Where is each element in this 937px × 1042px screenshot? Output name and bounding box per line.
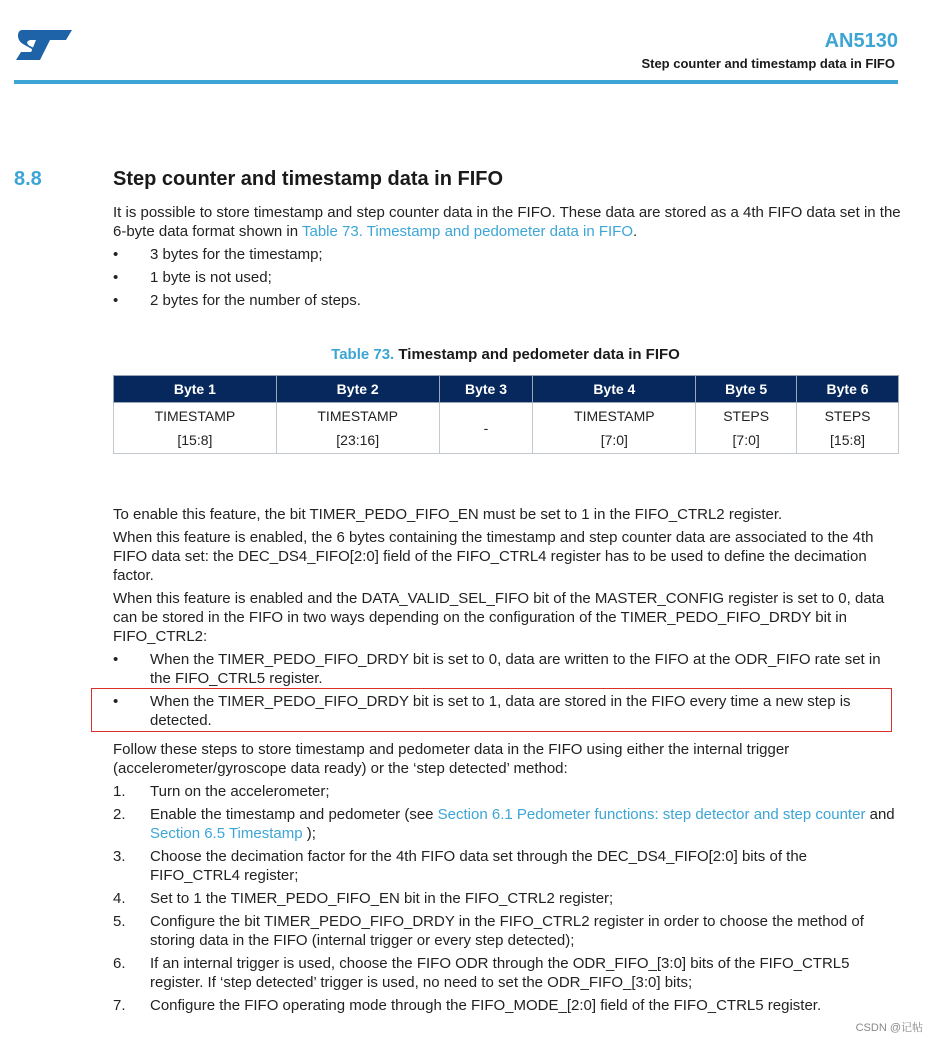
watermark: CSDN @记帖 — [855, 1022, 923, 1034]
table-cell — [696, 403, 797, 454]
paragraph: To enable this feature, the bit TIMER_PEDO_FIFO_EN must be set to 1 in the FIFO_CTRL2 register. — [113, 506, 783, 523]
bullet-mark: • — [113, 651, 119, 668]
timestamp-pedometer-table — [113, 375, 899, 454]
bullet-mark: • — [113, 246, 119, 263]
step-text: Configure the bit TIMER_PEDO_FIFO_DRDY in the FIFO_CTRL2 register in order to choose the method of storing data in the FIFO (internal trigger or every step detected); — [150, 913, 864, 949]
bullet-text: 3 bytes for the timestamp; — [150, 246, 323, 263]
table-header-cell: Byte 3 — [439, 376, 533, 403]
step-number: 3. — [113, 848, 126, 865]
step-text-part: Enable the timestamp and pedometer (see — [150, 806, 438, 823]
section-number: 8.8 — [14, 168, 42, 190]
table-header-cell: Byte 1 — [114, 376, 277, 403]
bullet-text: 1 byte is not used; — [150, 269, 272, 286]
paragraph: When this feature is enabled and the DATA_VALID_SEL_FIFO bit of the MASTER_CONFIG register is set to 0, data can be stored in the FIFO in two ways depending on the configuration of the TIMER_PEDO_FIFO_DRDY bit in FIFO_CTRL2: — [113, 590, 885, 645]
table-cell — [276, 403, 439, 454]
cell-line: - — [483, 420, 489, 436]
table-caption-number: Table 73. — [331, 346, 395, 363]
paragraph: When this feature is enabled, the 6 bytes containing the timestamp and step counter data are associated to the 4th FIFO data set: the DEC_DS4_FIFO[2:0] field of the FIFO_CTRL4 register has to be used to define the decimation factor. — [113, 529, 874, 584]
cell-line: [15:8] — [830, 432, 866, 448]
table-header-cell: Byte 6 — [797, 376, 899, 403]
cell-line: TIMESTAMP — [317, 408, 399, 424]
header-rule — [14, 80, 898, 84]
section-6-5-link[interactable]: Section 6.5 Timestamp — [150, 825, 303, 842]
section-title: Step counter and timestamp data in FIFO — [113, 168, 504, 190]
intro-text-end: . — [633, 223, 638, 240]
table-header-cell: Byte 5 — [696, 376, 797, 403]
table-header-cell: Byte 4 — [533, 376, 696, 403]
bullet-text: 2 bytes for the number of steps. — [150, 292, 361, 309]
bullet-mark: • — [113, 292, 119, 309]
bullet-text: When the TIMER_PEDO_FIFO_DRDY bit is set to 1, data are stored in the FIFO every time a new step is detected. — [150, 693, 851, 729]
highlight-box — [91, 688, 892, 732]
cell-line: [7:0] — [732, 432, 760, 448]
cell-line: STEPS — [723, 408, 770, 424]
table-caption-title: Timestamp and pedometer data in FIFO — [398, 346, 680, 363]
paragraph: Follow these steps to store timestamp and pedometer data in the FIFO using either the internal trigger (accelerometer/gyroscope data ready) or the ‘step detected’ method: — [113, 741, 790, 777]
step-number: 1. — [113, 783, 126, 800]
st-logo-icon — [14, 26, 74, 64]
step-number: 2. — [113, 806, 126, 823]
bullet-mark: • — [113, 269, 119, 286]
bullet-mark: • — [113, 693, 119, 710]
cell-line: TIMESTAMP — [154, 408, 236, 424]
table-73-link[interactable]: Table 73. Timestamp and pedometer data in FIFO — [302, 223, 634, 240]
step-text — [150, 805, 901, 843]
step-number: 4. — [113, 890, 126, 907]
step-number: 6. — [113, 955, 126, 972]
header-subtitle: Step counter and timestamp data in FIFO — [641, 56, 895, 71]
step-text: Turn on the accelerometer; — [150, 783, 330, 800]
table-header-cell: Byte 2 — [276, 376, 439, 403]
intro-paragraph — [113, 203, 901, 241]
cell-line: [7:0] — [600, 432, 628, 448]
table-caption — [113, 346, 898, 363]
cell-line: [23:16] — [336, 432, 380, 448]
step-text-part: and — [865, 806, 895, 823]
table-row — [114, 403, 899, 454]
step-number: 5. — [113, 913, 126, 930]
step-text: Set to 1 the TIMER_PEDO_FIFO_EN bit in the FIFO_CTRL2 register; — [150, 890, 614, 907]
table-cell — [114, 403, 277, 454]
table-cell — [439, 403, 533, 454]
step-text: Configure the FIFO operating mode through the FIFO_MODE_[2:0] field of the FIFO_CTRL5 register. — [150, 997, 822, 1014]
cell-line: TIMESTAMP — [574, 408, 655, 424]
document-id: AN5130 — [824, 30, 898, 52]
step-text: Choose the decimation factor for the 4th FIFO data set through the DEC_DS4_FIFO[2:0] bits of the FIFO_CTRL4 register; — [150, 848, 808, 884]
step-text-part: ); — [302, 825, 316, 842]
section-6-1-link[interactable]: Section 6.1 Pedometer functions: step detector and step counter — [437, 806, 866, 823]
table-cell — [797, 403, 899, 454]
step-number: 7. — [113, 997, 126, 1014]
table-header-row — [114, 376, 899, 403]
bullet-text: When the TIMER_PEDO_FIFO_DRDY bit is set to 0, data are written to the FIFO at the ODR_FIFO rate set in the FIFO_CTRL5 register. — [150, 651, 881, 687]
table-cell — [533, 403, 696, 454]
cell-line: [15:8] — [177, 432, 213, 448]
intro-text: It is possible to store timestamp and step counter data in the FIFO. These data are stored as a 4th FIFO data set in the 6-byte data format shown in — [113, 204, 901, 240]
cell-line: STEPS — [824, 408, 871, 424]
step-text: If an internal trigger is used, choose the FIFO ODR through the ODR_FIFO_[3:0] bits of the FIFO_CTRL5 register. If ‘step detected’ trigger is used, no need to set the ODR_FIFO_[3:0] bits; — [150, 955, 850, 991]
